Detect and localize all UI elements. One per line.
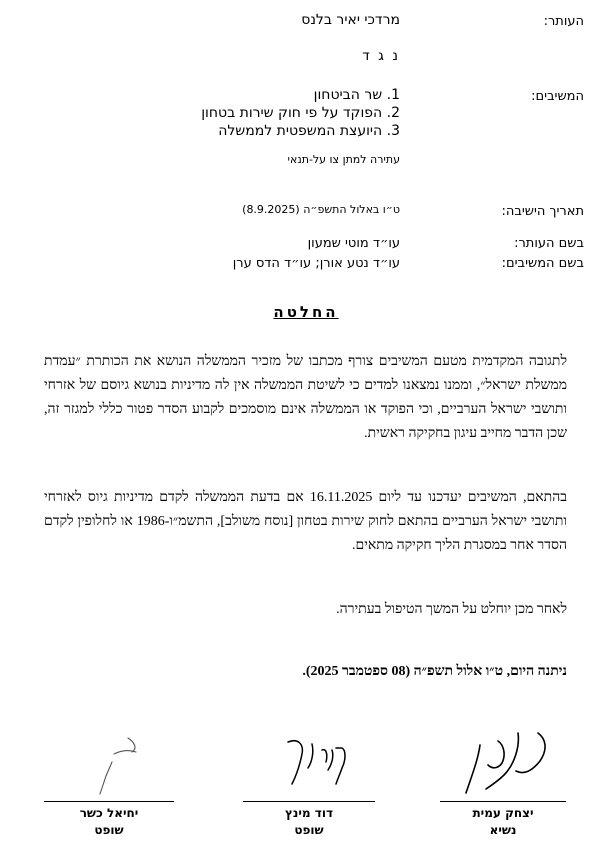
date-given: ניתנה היום, ט״ו אלול תשפ״ה (08 ספטמבר 2025). xyxy=(302,664,567,679)
hearing-date-label: תאריך הישיבה: xyxy=(501,204,584,219)
petition-note: עתירה למתן צו על-תנאי xyxy=(287,153,400,166)
signature-judge-kasher xyxy=(92,718,172,798)
judge-role: שופט xyxy=(94,823,124,837)
signature-line xyxy=(44,801,174,802)
signature-judge-mintz xyxy=(268,720,358,795)
judge-name: יחיאל כשר xyxy=(79,806,139,820)
hearing-date: ט״ו באלול התשפ״ה (8.9.2025) xyxy=(242,203,400,216)
respondents-label: המשיבים: xyxy=(531,89,584,104)
petitioner-counsel: עו״ד מוטי שמעון xyxy=(307,236,400,251)
decision-paragraph: לתגובה המקדמית מטעם המשיבים צורף מכתבו של מזכיר הממשלה הנושא את הכותרת ״עמדת ממשלת ישראל״, וממנו נמצאנו למדים כי לשיטת הממשלה אין לה מדיניות בנושא גיוסם של אזרחי ותושבי ישראל הערביים, וכי הפוקד או הממשלה אינם מוסמכים לקבוע הסדר פטור כללי למגזר זה, שכן הדבר מחייב עיגון בחקיקה ראשית. xyxy=(44,354,567,441)
decision-paragraph: לאחר מכן יוחלט על המשך הטיפול בעתירה. xyxy=(336,602,567,617)
judge-name: יצחק עמית xyxy=(472,806,534,820)
decision-paragraph: בהתאם, המשיבים יעדכנו עד ליום 16.11.2025 אם בדעת הממשלה לקדם מדיניות גיוס לאזרחי ותושבי ישראל הערביים בהתאם לחוק שירות בטחון [נוסח משולב], התשמ״ו-1986 או לחלופין לקדם הסדר אחר במסגרת הליך חקיקה מתאים. xyxy=(44,490,567,553)
signature-line xyxy=(243,801,375,802)
petitioner-name: מרדכי יאיר בלנס xyxy=(301,12,400,28)
petitioner-label: העותר: xyxy=(543,14,584,29)
judge-role: שופט xyxy=(294,823,324,837)
versus-label: נ ג ד xyxy=(362,48,400,64)
respondents-counsel-label: בשם המשיבים: xyxy=(501,256,584,271)
judge-name: דוד מינץ xyxy=(285,806,333,820)
respondent-item: 2. הפוקד על פי חוק שירות בטחון xyxy=(201,105,400,121)
decision-title: החלטה xyxy=(273,303,339,321)
respondent-item: 3. היועצת המשפטית לממשלה xyxy=(218,123,400,139)
respondents-counsel: עו״ד נטע אורן; עו״ד הדס ערן xyxy=(232,256,400,271)
signature-president xyxy=(458,705,568,800)
petitioner-counsel-label: בשם העותר: xyxy=(514,236,584,251)
respondent-item: 1. שר הביטחון xyxy=(313,87,400,103)
respondents-list xyxy=(201,86,400,140)
judge-role: נשיא xyxy=(489,823,517,837)
signature-line xyxy=(440,801,566,802)
